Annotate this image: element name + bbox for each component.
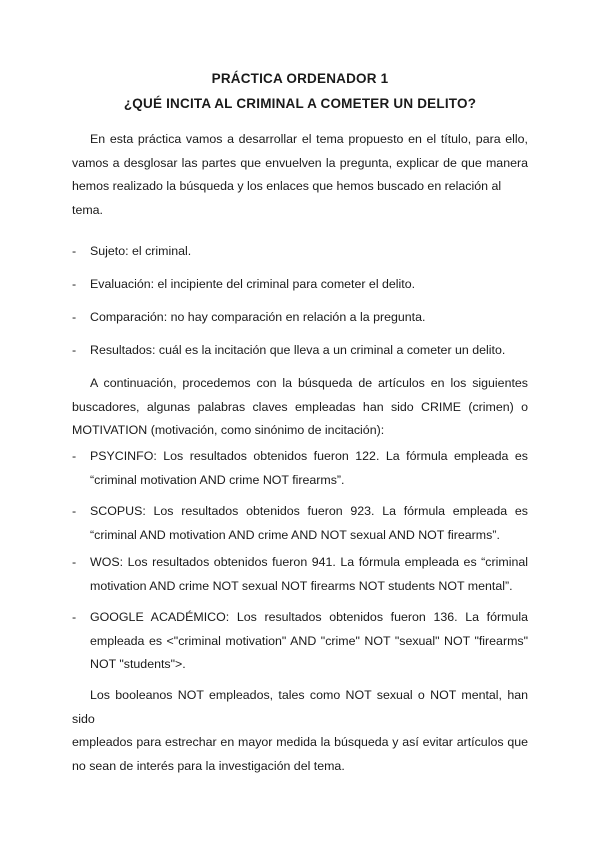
result-item-google-academico	[72, 606, 528, 677]
pico-text: Evaluación: el incipiente del criminal para cometer el delito.	[90, 277, 416, 291]
bullet-dash: -	[72, 449, 77, 463]
intro-line: hemos realizado la búsqueda y los enlaces que hemos buscado en relación al tema.	[72, 179, 502, 217]
bullet-dash: -	[72, 244, 77, 258]
bullet-dash: -	[72, 343, 77, 357]
result-line: motivation AND crime NOT sexual NOT firearms NOT students NOT mental”.	[90, 578, 513, 593]
pico-text: Sujeto: el criminal.	[90, 244, 192, 258]
conclusion-line: no sean de interés para la investigación del tema.	[72, 758, 345, 773]
bullet-dash: -	[72, 277, 77, 291]
result-line: “criminal motivation AND crime NOT firearms”.	[90, 472, 345, 487]
result-line: empleada es <"criminal motivation" AND "crime" NOT "sexual" NOT "firearms"	[90, 633, 528, 648]
result-item-scopus	[72, 500, 528, 547]
conclusion-line: empleados para estrechar en mayor medida la búsqueda y así evitar artículos que	[72, 735, 528, 749]
result-line: NOT "students">.	[90, 657, 186, 671]
pico-item-comparison	[72, 306, 528, 330]
bullet-dash: -	[72, 555, 77, 569]
search-intro-line: buscadores, algunas palabras claves empleadas han sido CRIME (crimen) o	[72, 399, 528, 414]
search-intro-line: MOTIVATION (motivación, como sinónimo de incitación):	[72, 423, 385, 437]
bullet-dash: -	[72, 504, 77, 518]
result-line: GOOGLE ACADÉMICO: Los resultados obtenidos fueron 136. La fórmula	[90, 610, 528, 624]
result-item-wos	[72, 551, 528, 598]
intro-line: vamos a desglosar las partes que envuelven la pregunta, explicar de que manera	[72, 155, 528, 170]
result-line: WOS: Los resultados obtenidos fueron 941. La fórmula empleada es “criminal	[90, 555, 528, 569]
pico-text: Comparación: no hay comparación en relación a la pregunta.	[90, 310, 426, 324]
intro-line: En esta práctica vamos a desarrollar el tema propuesto en el título, para ello,	[90, 132, 528, 146]
search-intro-line: A continuación, procedemos con la búsqueda de artículos en los siguientes	[90, 376, 528, 390]
conclusion-paragraph	[72, 684, 528, 778]
bullet-dash: -	[72, 310, 77, 324]
search-intro-paragraph	[72, 372, 528, 443]
result-item-psycinfo	[72, 445, 528, 492]
conclusion-line: Los booleanos NOT empleados, tales como NOT sexual o NOT mental, han sido	[72, 688, 528, 726]
pico-text: Resultados: cuál es la incitación que lleva a un criminal a cometer un delito.	[90, 343, 506, 357]
pico-item-evaluation	[72, 273, 528, 297]
document-subtitle: ¿QUÉ INCITA AL CRIMINAL A COMETER UN DELITO?	[123, 96, 477, 111]
pico-item-results	[72, 339, 528, 363]
result-line: “criminal AND motivation AND crime AND NOT sexual AND NOT firearms”.	[90, 527, 500, 542]
bullet-dash: -	[72, 610, 77, 624]
document-title: PRÁCTICA ORDENADOR 1	[211, 71, 389, 86]
result-line: PSYCINFO: Los resultados obtenidos fueron 122. La fórmula empleada es	[90, 449, 528, 463]
result-line: SCOPUS: Los resultados obtenidos fueron 923. La fórmula empleada es	[90, 504, 528, 518]
intro-paragraph	[72, 128, 528, 222]
pico-item-subject	[72, 240, 528, 264]
